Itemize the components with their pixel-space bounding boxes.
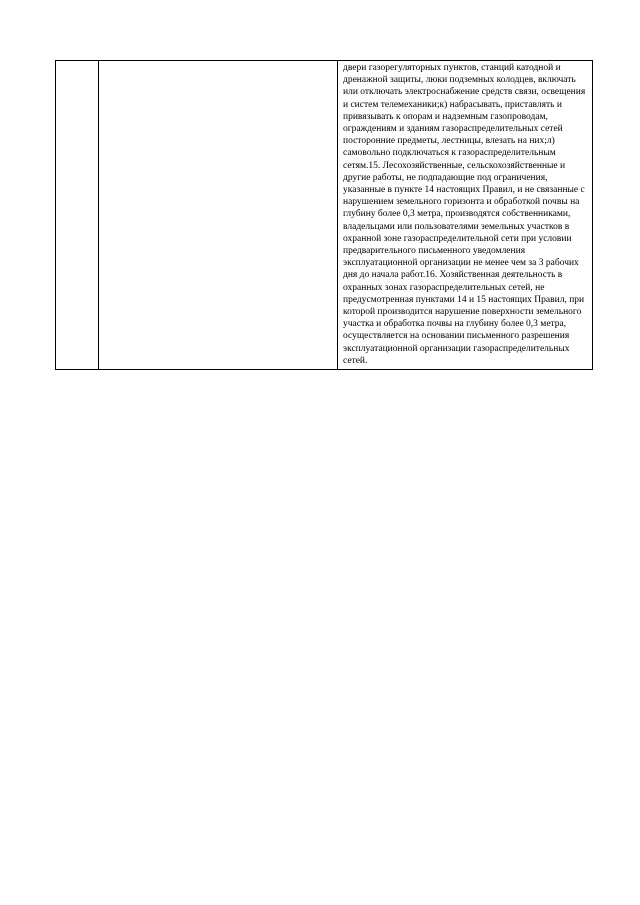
row-text: двери газорегуляторных пунктов, станций катодной и дренажной защиты, люки подземных колодцев, включать или отключать электроснабжение средств связи, освещения и систем телемеханики;к) набрасывать, приставлять и привязывать к опорам и надземным газопроводам, ограждениям и зданиям газораспределительных сетей посторонние предметы, лестницы, влезать на них;л) самовольно подключаться к газораспределительным сетям.15. Лесохозяйственные, сельскохозяйственные и другие работы, не подпадающие под ограничения, указанные в пункте 14 настоящих Правил, и не связанные с нарушением земельного горизонта и обработкой почвы на глубину более 0,3 метра, производятся собственниками, владельцами или пользователями земельных участков в охранной зоне газораспределительной сети при условии предварительного письменного уведомления эксплуатационной организации не менее чем за 3 рабочих дня до начала работ.16. Хозяйственная деятельность в охранных зонах газораспределительных сетей, не предусмотренная пунктами 14 и 15 настоящих Правил, при которой производится нарушение поверхности земельного участка и обработка почвы на глубину более 0,3 метра, осуществляется на основании письменного разрешения эксплуатационной организации газораспределительных сетей. [343,63,586,366]
regulation-table [55,60,593,370]
table-row [56,61,593,370]
row-number [56,61,98,64]
row-name-cell [99,61,338,370]
row-number-cell [56,61,99,370]
row-name [99,61,337,64]
row-text-cell [338,61,593,370]
